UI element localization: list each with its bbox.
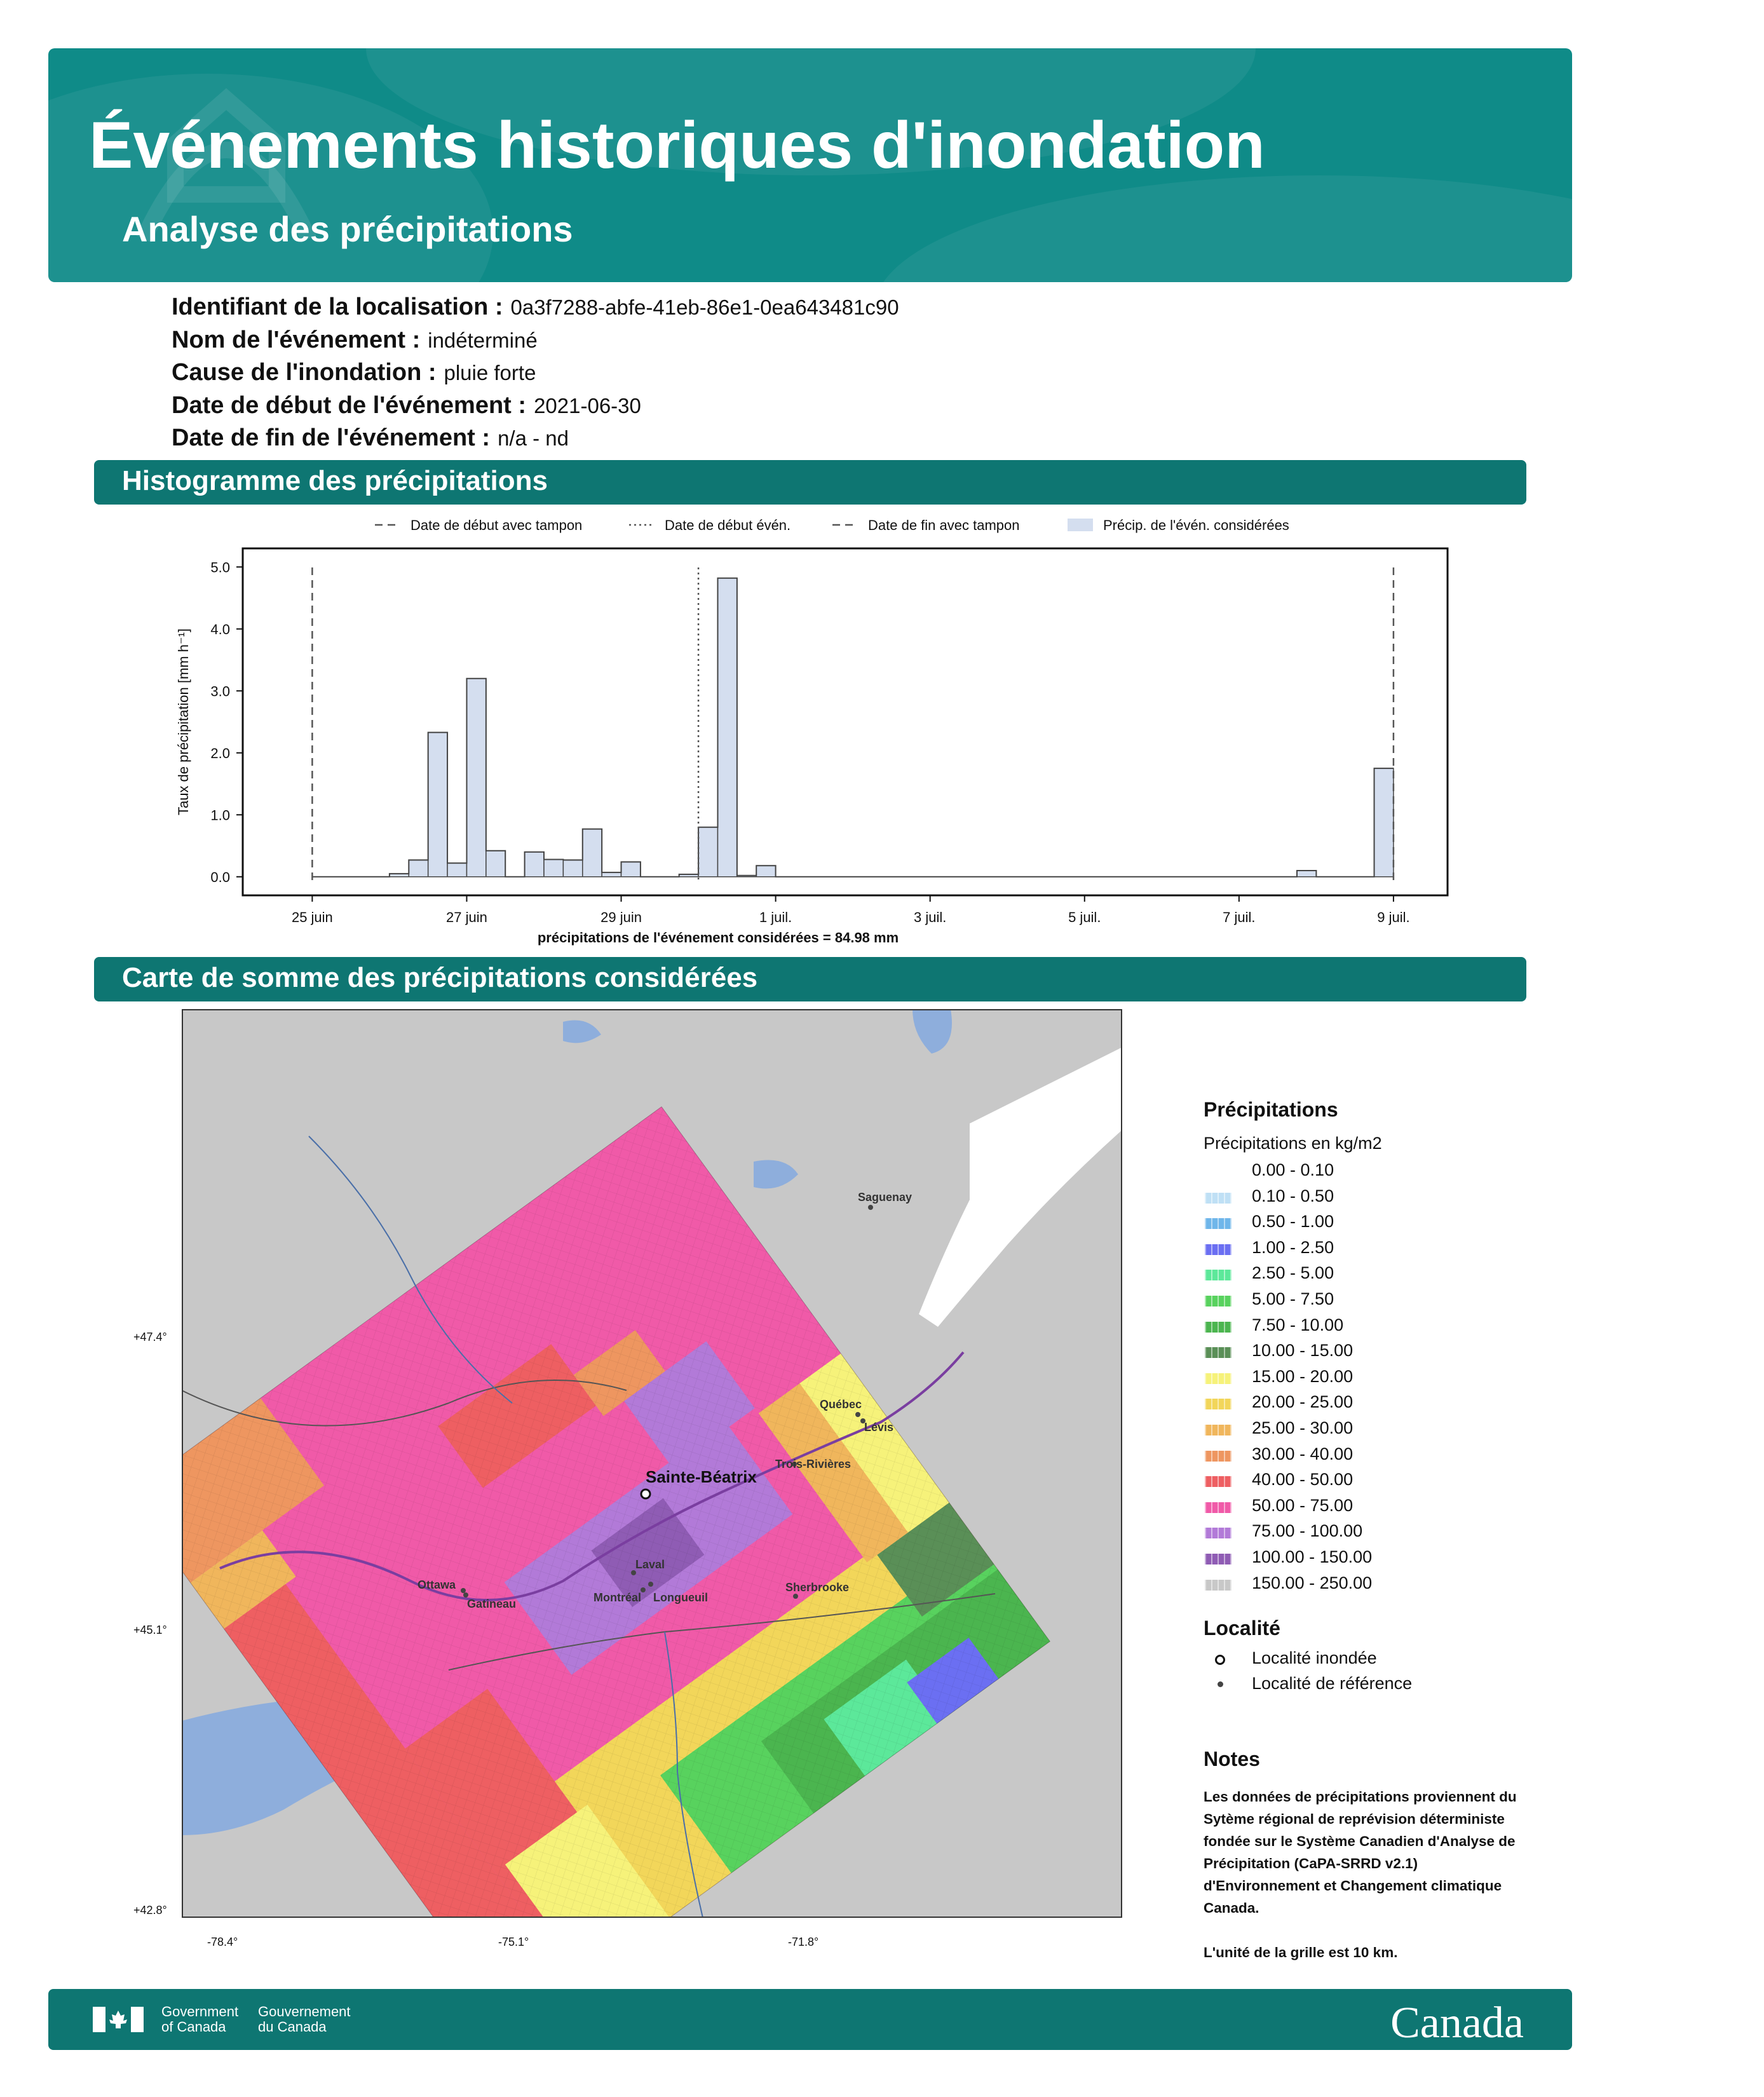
histogram-bar-7 <box>447 863 466 876</box>
locality-label: Ottawa <box>417 1578 456 1591</box>
chart-legend <box>375 517 1289 533</box>
x-tick-label: 5 juil. <box>1068 909 1101 925</box>
legend-class-label: 30.00 - 40.00 <box>1252 1444 1354 1463</box>
info-label: Date de fin de l'événement : <box>172 424 491 451</box>
y-tick-label: 5.0 <box>210 559 230 576</box>
gov-wordmark-en <box>161 2004 238 2035</box>
section-histogram-title: Histogramme des précipitations <box>122 465 548 496</box>
info-label: Date de début de l'événement : <box>172 392 527 419</box>
lon-label: -78.4° <box>207 1936 238 1948</box>
legend-class-row <box>1204 1418 1496 1444</box>
section-map-title: Carte de somme des précipitations considérées <box>122 962 758 993</box>
legend-class-row <box>1204 1521 1496 1547</box>
legend-class-label: 5.00 - 7.50 <box>1252 1289 1334 1308</box>
locality-label: Longueuil <box>653 1591 708 1604</box>
legend-swatch <box>1205 1218 1231 1229</box>
legend-class-label: 15.00 - 20.00 <box>1252 1366 1354 1386</box>
legend-class-label: 10.00 - 15.00 <box>1252 1341 1354 1361</box>
legend-class-row <box>1204 1573 1496 1599</box>
legend-class-row <box>1204 1160 1496 1186</box>
legend-locality-title: Localité <box>1204 1617 1280 1639</box>
histogram-bar-21 <box>717 578 736 877</box>
notes-body <box>1204 1786 1534 1964</box>
x-axis-label: précipitations de l'événement considérées = 84.98 mm <box>537 930 899 946</box>
histogram-bar-12 <box>544 859 563 876</box>
legend-classes <box>1204 1160 1496 1599</box>
gov-en-line: of Canada <box>161 2019 226 2035</box>
legend-class-label: 100.00 - 150.00 <box>1252 1547 1373 1566</box>
locality-label: Trois-Rivières <box>775 1458 851 1470</box>
legend-swatch <box>1205 1554 1231 1564</box>
histogram-bar-20 <box>698 827 717 877</box>
histogram-bar-14 <box>583 829 602 877</box>
legend-swatch <box>1205 1528 1231 1538</box>
histogram-bar-15 <box>602 872 621 877</box>
precip-sum-map <box>133 1009 1122 1970</box>
info-flood-cause <box>172 359 536 386</box>
y-tick-label: 4.0 <box>210 621 230 637</box>
y-axis-label: Taux de précipitation [mm h⁻¹] <box>175 628 191 816</box>
locality-label: Saguenay <box>858 1191 913 1204</box>
legend-class-label: 0.10 - 0.50 <box>1252 1186 1334 1205</box>
histogram-bar-55 <box>1374 768 1394 877</box>
notes-paragraph: Les données de précipitations proviennent du Sytème régional de reprévision déterministe fondée sur le Système Canadien d'Analyse de Précipitation (CaPA-SRRD v2.1) d'Environnement et Changement climatique Canada. <box>1204 1789 1517 1916</box>
info-value: 0a3f7288-abfe-41eb-86e1-0ea643481c90 <box>510 295 899 319</box>
legend-swatch <box>1205 1425 1231 1435</box>
legend-class-label: 2.50 - 5.00 <box>1252 1263 1334 1283</box>
locality-trois-rivieres <box>775 1458 851 1470</box>
y-tick-label: 0.0 <box>210 869 230 885</box>
y-tick-label: 3.0 <box>210 683 230 700</box>
legend-class-label: 75.00 - 100.00 <box>1252 1521 1363 1541</box>
info-location-id <box>172 294 899 321</box>
legend-locality-reference: Localité de référence <box>1252 1674 1413 1693</box>
notes-unit: L'unité de la grille est 10 km. <box>1204 1944 1398 1960</box>
legend-class-row <box>1204 1367 1496 1393</box>
legend-precip-title: Précipitations <box>1204 1098 1338 1121</box>
x-tick-label: 3 juil. <box>914 909 947 925</box>
locality-levis <box>860 1418 893 1434</box>
histogram-bar-23 <box>756 865 775 877</box>
legend-swatch <box>1205 1347 1231 1358</box>
legend-class-row <box>1204 1315 1496 1341</box>
lon-label: -71.8° <box>788 1936 819 1948</box>
page-title: Événements historiques d'inondation <box>89 109 1265 182</box>
canada-wordmark: Canada <box>1390 1999 1524 2047</box>
legend-swatch <box>1205 1451 1231 1462</box>
legend-class-row <box>1204 1289 1496 1315</box>
legend-label: Date de fin avec tampon <box>868 517 1020 533</box>
histogram-bar-8 <box>466 679 485 877</box>
legend-class-row <box>1204 1212 1496 1238</box>
histogram-bar-13 <box>563 860 582 876</box>
info-value: n/a - nd <box>498 426 569 450</box>
locality-label: Montréal <box>594 1591 642 1604</box>
legend-class-row <box>1204 1392 1496 1418</box>
legend-swatch <box>1205 1296 1231 1306</box>
info-event-name <box>172 327 538 354</box>
section-map-header <box>94 957 1526 1001</box>
histogram-bar-6 <box>428 733 447 877</box>
legend-class-row <box>1204 1444 1496 1470</box>
legend-precip-subtitle: Précipitations en kg/m2 <box>1204 1134 1382 1153</box>
info-value: pluie forte <box>444 361 536 384</box>
y-tick-label: 2.0 <box>210 745 230 761</box>
histogram-bar-9 <box>486 851 505 877</box>
gov-en-line: Government <box>161 2004 239 2019</box>
legend-class-row <box>1204 1470 1496 1496</box>
legend-class-label: 150.00 - 250.00 <box>1252 1573 1373 1592</box>
lat-label: +47.4° <box>133 1331 167 1343</box>
legend-class-label: 50.00 - 75.00 <box>1252 1495 1354 1515</box>
x-tick-label: 25 juin <box>291 909 333 925</box>
x-tick-label: 27 juin <box>446 909 487 925</box>
info-label: Identifiant de la localisation : <box>172 294 503 320</box>
lat-label: +45.1° <box>133 1624 167 1636</box>
info-end-date <box>172 424 569 452</box>
legend-swatch <box>1205 1399 1231 1409</box>
plot-frame <box>243 548 1448 895</box>
legend-swatch <box>1205 1193 1231 1204</box>
legend-class-row <box>1204 1186 1496 1212</box>
legend-swatch <box>1205 1270 1231 1280</box>
histogram-bar-51 <box>1297 871 1316 877</box>
legend-class-row <box>1204 1341 1496 1367</box>
info-start-date <box>172 392 641 419</box>
chart-plot-area <box>175 548 1448 946</box>
gov-fr-line: Gouvernement <box>258 2004 351 2019</box>
legend-swatch <box>1205 1502 1231 1513</box>
legend-patch <box>1068 519 1093 531</box>
histogram-bar-16 <box>621 862 641 876</box>
legend-class-label: 0.00 - 0.10 <box>1252 1160 1334 1179</box>
page-subtitle: Analyse des précipitations <box>122 209 573 249</box>
locality-label: Québec <box>820 1398 862 1411</box>
legend-class-row <box>1204 1496 1496 1522</box>
legend-label: Précip. de l'évén. considérées <box>1103 517 1289 533</box>
legend-swatch <box>1205 1167 1231 1177</box>
canada-flag-icon <box>93 2007 144 2032</box>
info-label: Nom de l'événement : <box>172 327 421 353</box>
locality-label: Gatineau <box>467 1598 517 1610</box>
x-tick-label: 29 juin <box>600 909 642 925</box>
legend-class-label: 25.00 - 30.00 <box>1252 1418 1354 1437</box>
gov-wordmark-fr <box>258 2004 351 2035</box>
lon-label: -75.1° <box>498 1936 529 1948</box>
histogram-bar-11 <box>525 852 544 877</box>
lat-label: +42.8° <box>133 1904 167 1917</box>
flooded-locality-label: Sainte-Béatrix <box>646 1467 757 1486</box>
flooded-locality-marker-icon <box>1215 1655 1225 1665</box>
info-value: 2021-06-30 <box>534 394 641 417</box>
legend-class-label: 0.50 - 1.00 <box>1252 1212 1334 1232</box>
info-label: Cause de l'inondation : <box>172 359 437 386</box>
legend-swatch <box>1205 1322 1231 1333</box>
locality-label: Sherbrooke <box>785 1581 850 1594</box>
legend-class-row <box>1204 1263 1496 1289</box>
legend-swatch <box>1205 1580 1231 1591</box>
precip-histogram <box>114 508 1468 953</box>
legend-class-row <box>1204 1238 1496 1264</box>
gov-fr-line: du Canada <box>258 2019 327 2035</box>
legend-class-label: 20.00 - 25.00 <box>1252 1392 1354 1412</box>
legend-label: Date de début évén. <box>665 517 791 533</box>
x-tick-label: 7 juil. <box>1223 909 1256 925</box>
locality-label: Laval <box>635 1558 665 1571</box>
footer-bar <box>48 1989 1572 2050</box>
x-tick-label: 1 juil. <box>759 909 792 925</box>
legend-locality-flooded: Localité inondée <box>1252 1648 1377 1667</box>
y-tick-label: 1.0 <box>210 807 230 824</box>
section-histogram-header <box>94 460 1526 505</box>
info-value: indéterminé <box>428 329 538 352</box>
legend-label: Date de début avec tampon <box>410 517 583 533</box>
legend-swatch <box>1205 1244 1231 1255</box>
legend-class-label: 7.50 - 10.00 <box>1252 1315 1344 1334</box>
histogram-bar-5 <box>409 860 428 876</box>
notes-title: Notes <box>1204 1748 1260 1770</box>
legend-swatch <box>1205 1373 1231 1384</box>
legend-class-label: 40.00 - 50.00 <box>1252 1470 1354 1490</box>
legend-class-row <box>1204 1547 1496 1573</box>
x-tick-label: 9 juil. <box>1377 909 1410 925</box>
locality-label: Lévis <box>864 1421 894 1434</box>
legend-swatch <box>1205 1476 1231 1487</box>
reference-locality-marker-icon <box>1218 1681 1223 1687</box>
legend-class-label: 1.00 - 2.50 <box>1252 1237 1334 1257</box>
